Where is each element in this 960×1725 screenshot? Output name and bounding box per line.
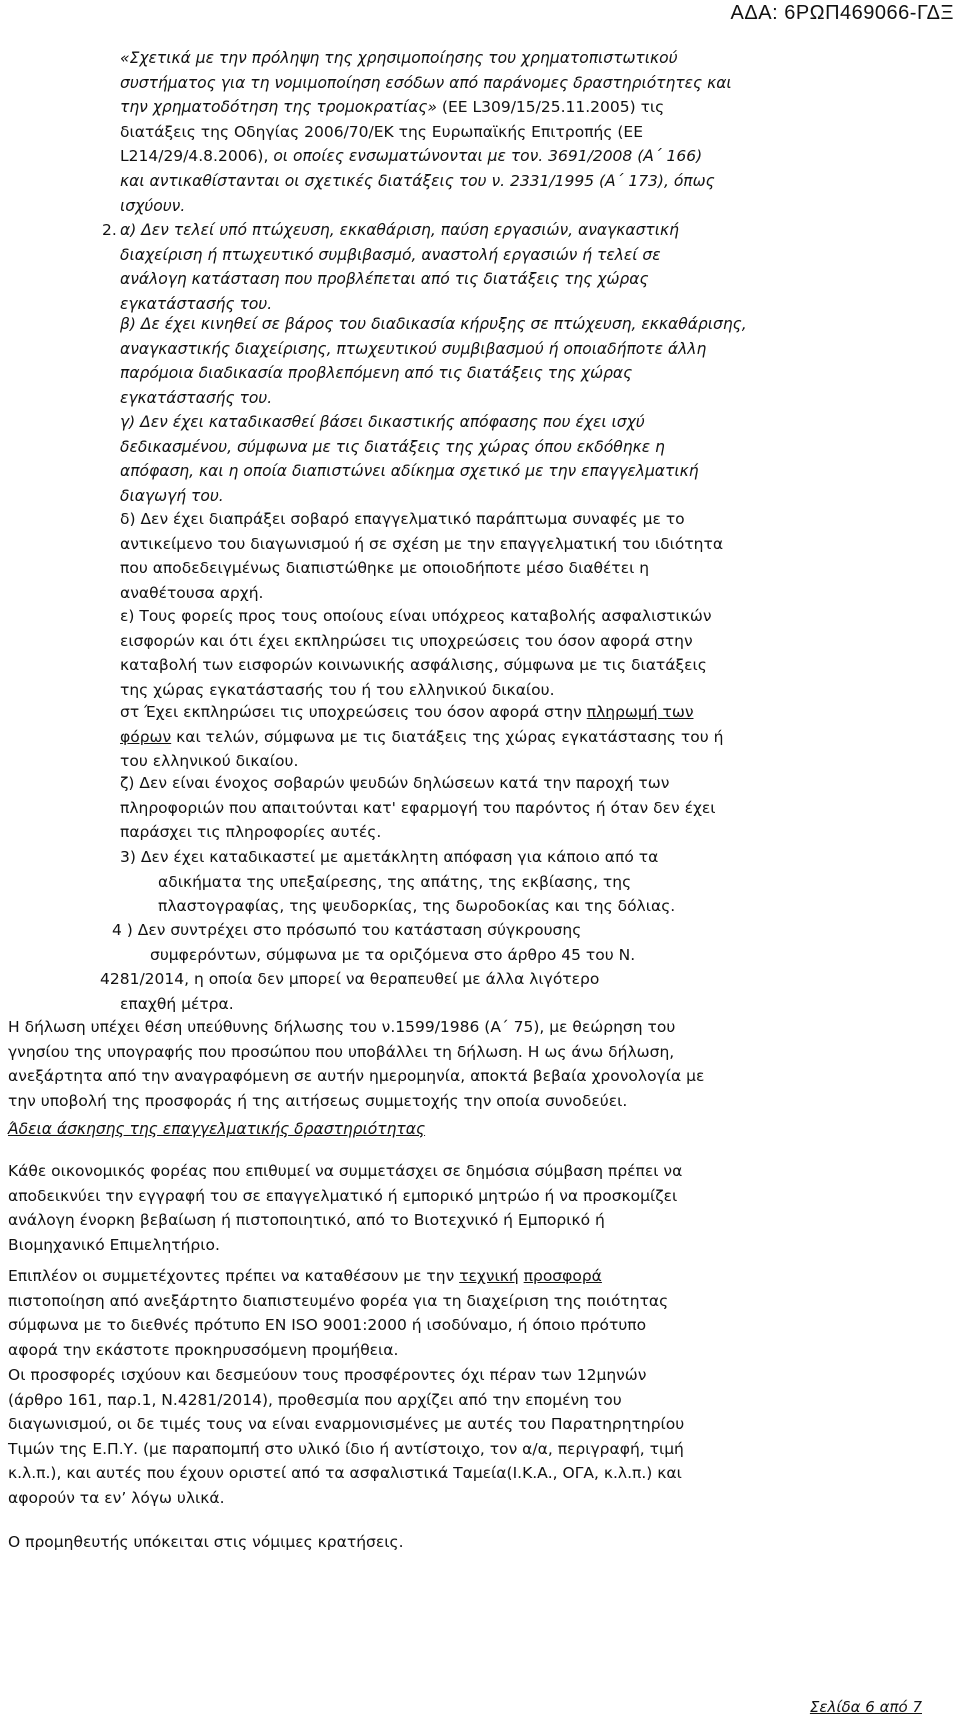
license-line-2: αποδεικνύει την εγγραφή του σε επαγγελματικό ή εμπορικό μητρώο ή να προσκομίζει	[8, 1186, 678, 1205]
validity-line-3: διαγωνισμού, οι δε τιμές τους να είναι εναρμονισμένες με αυτές του Παρατηρητηρίου	[8, 1415, 685, 1434]
validity-line-1: Οι προσφορές ισχύουν και δεσμεύουν τους προσφέροντες όχι πέραν των 12μηνών	[8, 1366, 647, 1384]
item-2a-line-2: διαχείριση ή πτωχευτικό συμβιβασμό, αναστολή εργασιών ή τελεί σε	[120, 245, 661, 264]
validity-line-5: κ.λ.π.), και αυτές που έχουν οριστεί από τα ασφαλιστικά Ταμεία(Ι.Κ.Α., ΟΓΑ, κ.λ.π.) και	[8, 1464, 682, 1483]
intro-paragraph	[120, 46, 920, 218]
item-2b	[120, 312, 920, 410]
item-4	[100, 918, 820, 1016]
item-2a-line-1: α) Δεν τελεί υπό πτώχευση, εκκαθάριση, παύση εργασιών, αναγκαστική	[120, 221, 679, 239]
item-4-line-2: συμφερόντων, σύμφωνα με τα οριζόμενα στο άρθρο 45 του Ν.	[150, 945, 636, 964]
item-2c-line-2: δεδικασμένου, σύμφωνα με τις διατάξεις της χώρας όπου εκδόθηκε η	[120, 437, 665, 456]
validity-line-2: (άρθρο 161, παρ.1, Ν.4281/2014), προθεσμία που αρχίζει από την επομένη του	[8, 1390, 622, 1409]
item-3-line-2: αδικήματα της υπεξαίρεσης, της απάτης, της εκβίασης, της	[158, 872, 632, 891]
item-2c-line-1: γ) Δεν έχει καταδικασθεί βάσει δικαστικής απόφασης που έχει ισχύ	[120, 413, 645, 431]
item-2e-line-4: της χώρας εγκατάστασής του ή του ελληνικού δικαίου.	[120, 680, 555, 699]
item-2d-line-3: που αποδεδειγμένως διαπιστώθηκε με οποιοδήποτε μέσο διαθέτει η	[120, 559, 650, 578]
item-2b-line-4: εγκατάστασής του.	[120, 388, 273, 407]
iso-line-4: αφορά την εκάστοτε προκηρυσσόμενη προμήθεια.	[8, 1340, 399, 1359]
item-2a-prefix: 2.	[102, 221, 117, 239]
intro-line-3b: (ΕΕ L309/15/25.11.2005) τις	[437, 98, 665, 117]
item-3	[120, 845, 820, 919]
validity-line-6: αφορούν τα εν’ λόγω υλικά.	[8, 1488, 225, 1507]
item-2a-line-4: εγκατάστασής του.	[120, 294, 273, 313]
iso-line-3: σύμφωνα με το διεθνές πρότυπο EN ISO 9001:2000 ή ισοδύναμο, ή όποιο πρότυπο	[8, 1316, 647, 1335]
item-2b-line-3: παρόμοια διαδικασία προβλεπόμενη από τις διατάξεις της χώρας	[120, 364, 633, 383]
item-2z	[120, 771, 920, 845]
item-2b-line-2: αναγκαστικής διαχείρισης, πτωχευτικού συμβιβασμού ή οποιαδήποτε άλλη	[120, 339, 707, 358]
intro-line-4: διατάξεις της Οδηγίας 2006/70/ΕΚ της Ευρωπαϊκής Επιτροπής (ΕΕ	[120, 122, 644, 141]
declaration-line-1: Η δήλωση υπέχει θέση υπεύθυνης δήλωσης του ν.1599/1986 (Α΄ 75), με θεώρηση του	[8, 1018, 676, 1036]
intro-line-2: συστήματος για τη νομιμοποίηση εσόδων από παράνομες δραστηριότητες και	[120, 73, 732, 92]
item-2st-line-2	[120, 725, 920, 750]
item-2c-line-4: διαγωγή του.	[120, 486, 224, 505]
item-4-line-4: επαχθή μέτρα.	[120, 994, 234, 1013]
item-2st-line-3: του ελληνικού δικαίου.	[120, 752, 299, 771]
item-2z-line-2: πληροφοριών που απαιτούνται κατ' εφαρμογή του παρόντος ή όταν δεν έχει	[120, 798, 716, 817]
intro-line-6: και αντικαθίστανται οι σχετικές διατάξεις του ν. 2331/1995 (Α΄ 173), όπως	[120, 171, 715, 190]
item-2e-line-2: εισφορών και ότι έχει εκπληρώσει τις υποχρεώσεις του όσον αφορά στην	[120, 631, 693, 650]
page-number: Σελίδα 6 από 7	[809, 1698, 922, 1716]
item-2st-line-1a: στ Έχει εκπληρώσει τις υποχρεώσεις του όσον αφορά στην	[120, 703, 587, 721]
intro-line-3a: την χρηματοδότηση της τρομοκρατίας»	[120, 98, 437, 117]
item-4-line-1: 4 ) Δεν συντρέχει στο πρόσωπό του κατάσταση σύγκρουσης	[112, 921, 582, 939]
intro-line-5b: οι οποίες ενσωματώνονται με τον. 3691/2008 (Α΄ 166)	[268, 147, 703, 166]
iso-line-2: πιστοποίηση από ανεξάρτητο διαπιστευμένο φορέα για τη διαχείριση της ποιότητας	[8, 1291, 669, 1310]
item-2st	[120, 700, 920, 774]
iso-underlined-technical: τεχνική	[459, 1267, 519, 1285]
item-2z-line-1: ζ) Δεν είναι ένοχος σοβαρών ψευδών δηλώσεων κατά την παροχή των	[120, 774, 670, 792]
license-line-3: ανάλογη ένορκη βεβαίωση ή πιστοποιητικό, από το Βιοτεχνικό ή Εμπορικό ή	[8, 1211, 605, 1230]
license-line-4: Βιομηχανικό Επιμελητήριο.	[8, 1235, 220, 1254]
item-2e-line-3: καταβολή των εισφορών κοινωνικής ασφάλισης, σύμφωνα με τις διατάξεις	[120, 656, 707, 675]
intro-line-3	[120, 95, 920, 120]
item-2d	[120, 507, 920, 605]
intro-line-1: «Σχετικά με την πρόληψη της χρησιμοποίησης του χρηματοπιστωτικού	[120, 49, 678, 67]
item-3-line-1: 3) Δεν έχει καταδικαστεί με αμετάκλητη απόφαση για κάποιο από τα	[120, 848, 659, 866]
declaration-line-2: γνησίου της υπογραφής που προσώπου που υποβάλλει τη δήλωση. Η ως άνω δήλωση,	[8, 1042, 675, 1061]
item-2d-line-2: αντικείμενο του διαγωνισμού ή σε σχέση με την επαγγελματική του ιδιότητα	[120, 534, 724, 553]
item-2c-line-3: απόφαση, και η οποία διαπιστώνει αδίκημα σχετικό με την επαγγελματική	[120, 462, 699, 481]
intro-line-5a: L214/29/4.8.2006),	[120, 147, 269, 166]
intro-line-7: ισχύουν.	[120, 196, 186, 215]
intro-line-5	[120, 144, 920, 169]
item-2e	[120, 604, 920, 702]
validity-line-4: Τιμών της Ε.Π.Υ. (με παραπομπή στο υλικό ίδιο ή αντίστοιχο, τον α/α, περιγραφή, τιμή	[8, 1439, 684, 1458]
item-2e-line-1: ε) Τους φορείς προς τους οποίους είναι υπόχρεος καταβολής ασφαλιστικών	[120, 607, 712, 625]
declaration-line-4: την υποβολή της προσφοράς ή της αιτήσεως συμμετοχής την οποία συνοδεύει.	[8, 1091, 628, 1110]
license-line-1: Κάθε οικονομικός φορέας που επιθυμεί να συμμετάσχει σε δημόσια σύμβαση πρέπει να	[8, 1162, 683, 1180]
item-2st-underlined-1: πληρωμή των	[586, 703, 694, 721]
iso-paragraph	[8, 1264, 948, 1362]
item-4-line-3: 4281/2014, η οποία δεν μπορεί να θεραπευθεί με άλλα λιγότερο	[100, 970, 600, 989]
item-2a-line-3: ανάλογη κατάσταση που προβλέπεται από τις διατάξεις της χώρας	[120, 270, 649, 289]
tax-paragraph: Ο προμηθευτής υπόκειται στις νόμιμες κρατήσεις.	[8, 1533, 404, 1551]
item-2st-line-1	[120, 700, 920, 725]
declaration-line-3: ανεξάρτητα από την αναγραφόμενη σε αυτήν ημερομηνία, αποκτά βεβαία χρονολογία με	[8, 1067, 705, 1086]
validity-paragraph	[8, 1363, 948, 1511]
item-2z-line-3: παράσχει τις πληροφορίες αυτές.	[120, 823, 382, 842]
ada-header: ΑΔΑ: 6ΡΩΠ469066-ΓΔΞ	[730, 2, 954, 24]
iso-underlined-offer: προσφορά	[523, 1267, 602, 1285]
item-2st-line-2b: και τελών, σύμφωνα με τις διατάξεις της χώρας εγκατάστασης του ή	[171, 727, 724, 746]
item-3-line-3: πλαστογραφίας, της ψευδορκίας, της δωροδοκίας και της δόλιας.	[158, 897, 676, 916]
item-2d-line-1: δ) Δεν έχει διαπράξει σοβαρό επαγγελματικό παράπτωμα συναφές με το	[120, 510, 685, 528]
license-heading: Άδεια άσκησης της επαγγελματικής δραστηριότητας	[8, 1120, 426, 1138]
item-2a	[120, 218, 920, 316]
item-2d-line-4: αναθέτουσα αρχή.	[120, 583, 264, 602]
iso-line-1a: Επιπλέον οι συμμετέχοντες πρέπει να καταθέσουν με την	[8, 1267, 460, 1285]
item-2b-line-1: β) Δε έχει κινηθεί σε βάρος του διαδικασία κήρυξης σε πτώχευση, εκκαθάρισης,	[120, 315, 747, 333]
license-paragraph	[8, 1159, 948, 1257]
declaration-paragraph	[8, 1015, 948, 1113]
item-2c	[120, 410, 920, 508]
iso-line-1	[8, 1264, 948, 1289]
item-2st-underlined-2: φόρων	[120, 727, 172, 746]
